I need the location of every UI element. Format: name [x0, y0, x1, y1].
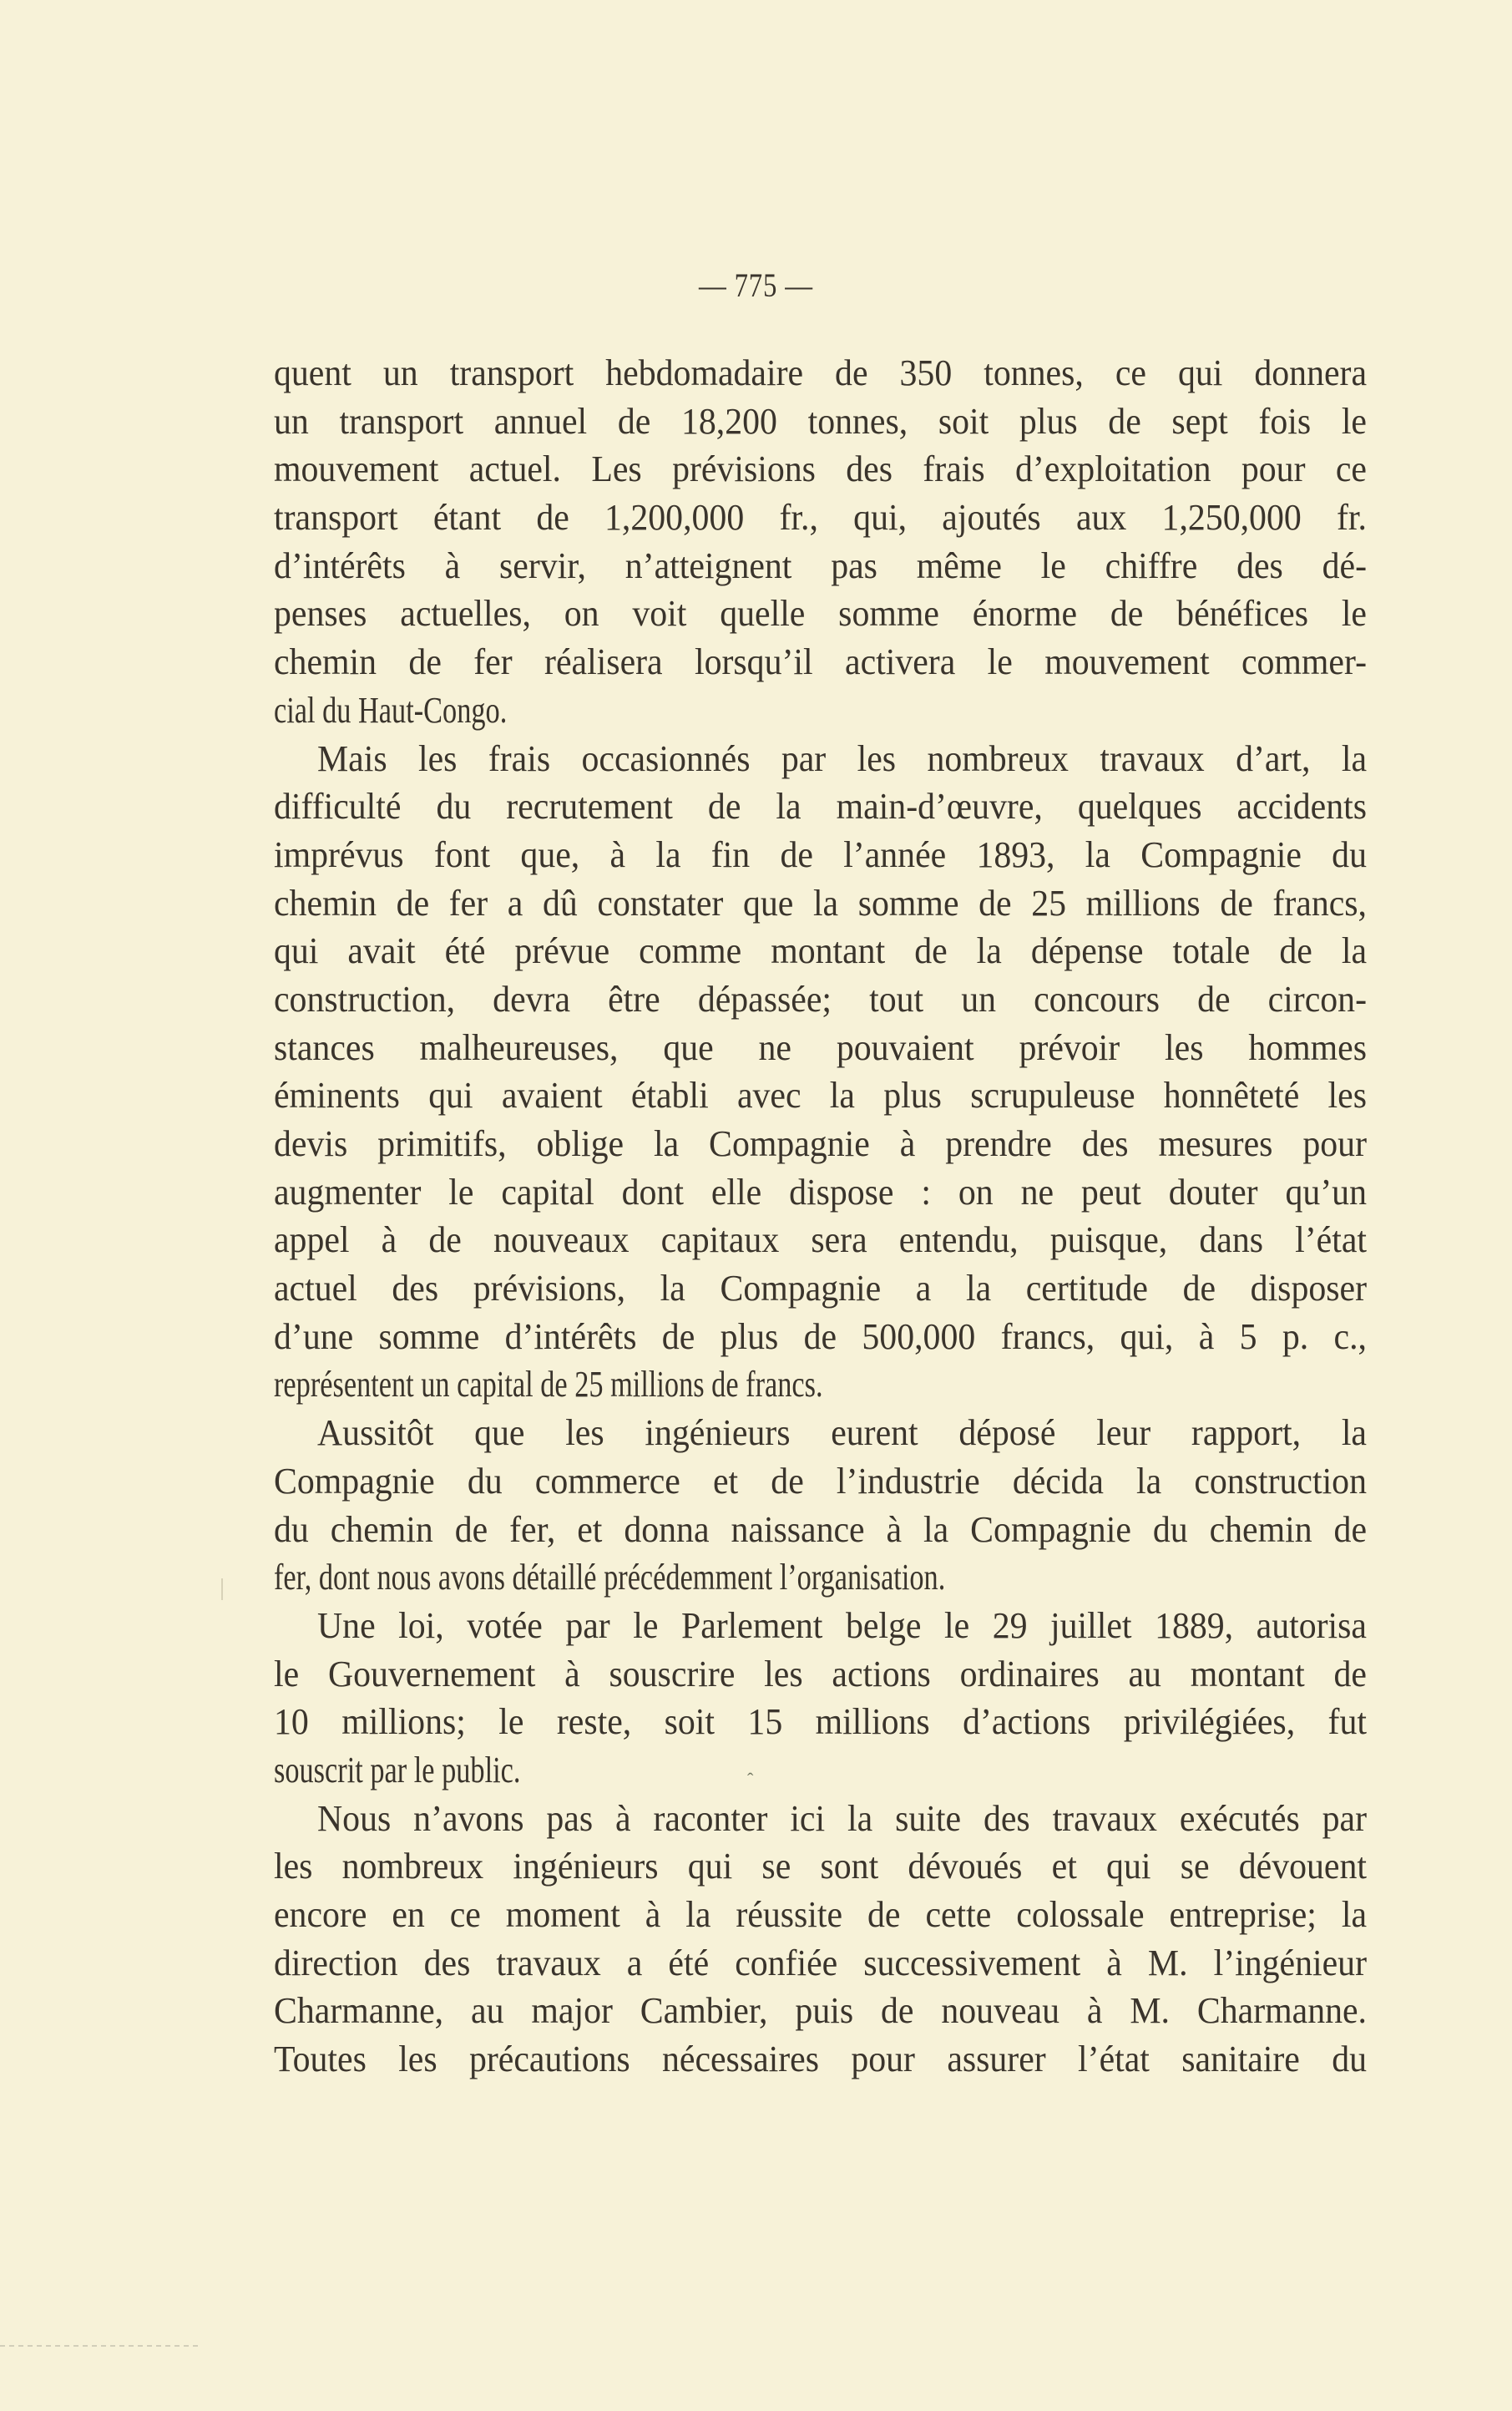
text-line-content: chemin de fer réalisera lorsqu’il activera le mouvement commer- — [274, 641, 1367, 683]
text-line — [274, 494, 1367, 542]
text-line-content: souscrit par le public. — [274, 1749, 521, 1791]
text-line-content: éminents qui avaient établi avec la plus scrupuleuse honnêteté les — [274, 1075, 1367, 1117]
text-line-content: qui avait été prévue comme montant de la dépense totale de la — [274, 930, 1367, 972]
text-line-content: Une loi, votée par le Parlement belge le 29 juillet 1889, autorisa — [317, 1604, 1367, 1646]
text-line — [274, 1842, 1367, 1891]
text-line — [274, 1698, 1367, 1746]
text-line — [274, 349, 1367, 398]
text-line — [274, 1313, 1367, 1361]
text-line-content: fer, dont nous avons détaillé précédemment l’organisation. — [274, 1557, 946, 1598]
text-line — [274, 1891, 1367, 1939]
text-line — [274, 1506, 1367, 1554]
text-line-content: Nous n’avons pas à raconter ici la suite des travaux exécutés par — [317, 1797, 1367, 1839]
text-line — [274, 1795, 1367, 1843]
text-line — [274, 638, 1367, 686]
text-line — [274, 1650, 1367, 1699]
text-line — [274, 927, 1367, 975]
text-line — [274, 1602, 1367, 1650]
text-line — [274, 1024, 1367, 1072]
page-number: — 775 — — [698, 266, 813, 304]
text-line — [274, 1168, 1367, 1217]
text-line-content: du chemin de fer, et donna naissance à la Compagnie du chemin de — [274, 1508, 1367, 1550]
text-line-content: encore en ce moment à la réussite de cette colossale entreprise; la — [274, 1894, 1367, 1935]
text-line-content: construction, devra être dépassée; tout un concours de circon- — [274, 978, 1367, 1020]
text-line-content: actuel des prévisions, la Compagnie a la certitude de disposer — [274, 1268, 1367, 1309]
text-line — [274, 1216, 1367, 1264]
text-line-content: cial du Haut-Congo. — [274, 689, 508, 731]
text-line-content: difficulté du recrutement de la main-d’œuvre, quelques accidents — [274, 786, 1367, 828]
text-line — [274, 1987, 1367, 2035]
text-line-content: représentent un capital de 25 millions de francs. — [274, 1364, 823, 1406]
text-line — [274, 735, 1367, 783]
text-line — [274, 398, 1367, 446]
text-line — [274, 1746, 1367, 1795]
text-line — [274, 1360, 1367, 1409]
text-line — [274, 1553, 1367, 1602]
text-line — [274, 975, 1367, 1024]
text-line-content: mouvement actuel. Les prévisions des frais d’exploitation pour ce — [274, 448, 1367, 490]
text-line — [274, 1120, 1367, 1168]
text-line — [274, 686, 1367, 735]
text-line-content: les nombreux ingénieurs qui se sont dévoués et qui se dévouent — [274, 1846, 1367, 1887]
text-line-content: quent un transport hebdomadaire de 350 tonnes, ce qui donnera — [274, 352, 1367, 393]
text-line — [274, 1264, 1367, 1313]
text-line — [274, 783, 1367, 831]
text-line-content: devis primitifs, oblige la Compagnie à prendre des mesures pour — [274, 1123, 1367, 1164]
text-line-content: imprévus font que, à la fin de l’année 1893, la Compagnie du — [274, 833, 1367, 875]
stray-ink-mark: ˆ — [747, 1769, 754, 1790]
text-line-content: augmenter le capital dont elle dispose : on ne peut douter qu’un — [274, 1171, 1367, 1213]
body-text — [274, 349, 1367, 2084]
text-line — [274, 1071, 1367, 1120]
text-line-content: stances malheureuses, que ne pouvaient prévoir les hommes — [274, 1026, 1367, 1068]
text-line-content: Toutes les précautions nécessaires pour assurer l’état sanitaire du — [274, 2039, 1367, 2080]
text-line — [274, 542, 1367, 590]
text-line-content: chemin de fer a dû constater que la somme de 25 millions de francs, — [274, 882, 1367, 924]
text-line-content: d’une somme d’intérêts de plus de 500,000 francs, qui, à 5 p. c., — [274, 1315, 1367, 1357]
text-line — [274, 590, 1367, 638]
text-line-content: Aussitôt que les ingénieurs eurent déposé leur rapport, la — [317, 1412, 1367, 1454]
text-line-content: appel à de nouveaux capitaux sera entendu, puisque, dans l’état — [274, 1219, 1367, 1261]
edge-smudge — [0, 2345, 200, 2347]
text-line — [274, 1939, 1367, 1988]
text-line-content: le Gouvernement à souscrire les actions ordinaires au montant de — [274, 1653, 1367, 1694]
text-line — [274, 445, 1367, 494]
text-line — [274, 1409, 1367, 1457]
text-line — [274, 1457, 1367, 1506]
text-line — [274, 831, 1367, 879]
text-line-content: un transport annuel de 18,200 tonnes, soit plus de sept fois le — [274, 400, 1367, 442]
text-line-content: 10 millions; le reste, soit 15 millions d’actions privilégiées, fut — [274, 1701, 1367, 1743]
margin-mark — [221, 1578, 223, 1600]
text-line — [274, 2035, 1367, 2084]
text-line-content: penses actuelles, on voit quelle somme énorme de bénéfices le — [274, 593, 1367, 635]
text-line-content: Mais les frais occasionnés par les nombreux travaux d’art, la — [317, 737, 1367, 779]
text-line — [274, 879, 1367, 928]
text-line-content: Charmanne, au major Cambier, puis de nouveau à M. Charmanne. — [274, 1990, 1367, 2032]
text-line-content: direction des travaux a été confiée successivement à M. l’ingénieur — [274, 1942, 1367, 1983]
text-line-content: transport étant de 1,200,000 fr., qui, ajoutés aux 1,250,000 fr. — [274, 497, 1367, 539]
text-line-content: Compagnie du commerce et de l’industrie décida la construction — [274, 1460, 1367, 1502]
text-line-content: d’intérêts à servir, n’atteignent pas même le chiffre des dé- — [274, 545, 1367, 586]
